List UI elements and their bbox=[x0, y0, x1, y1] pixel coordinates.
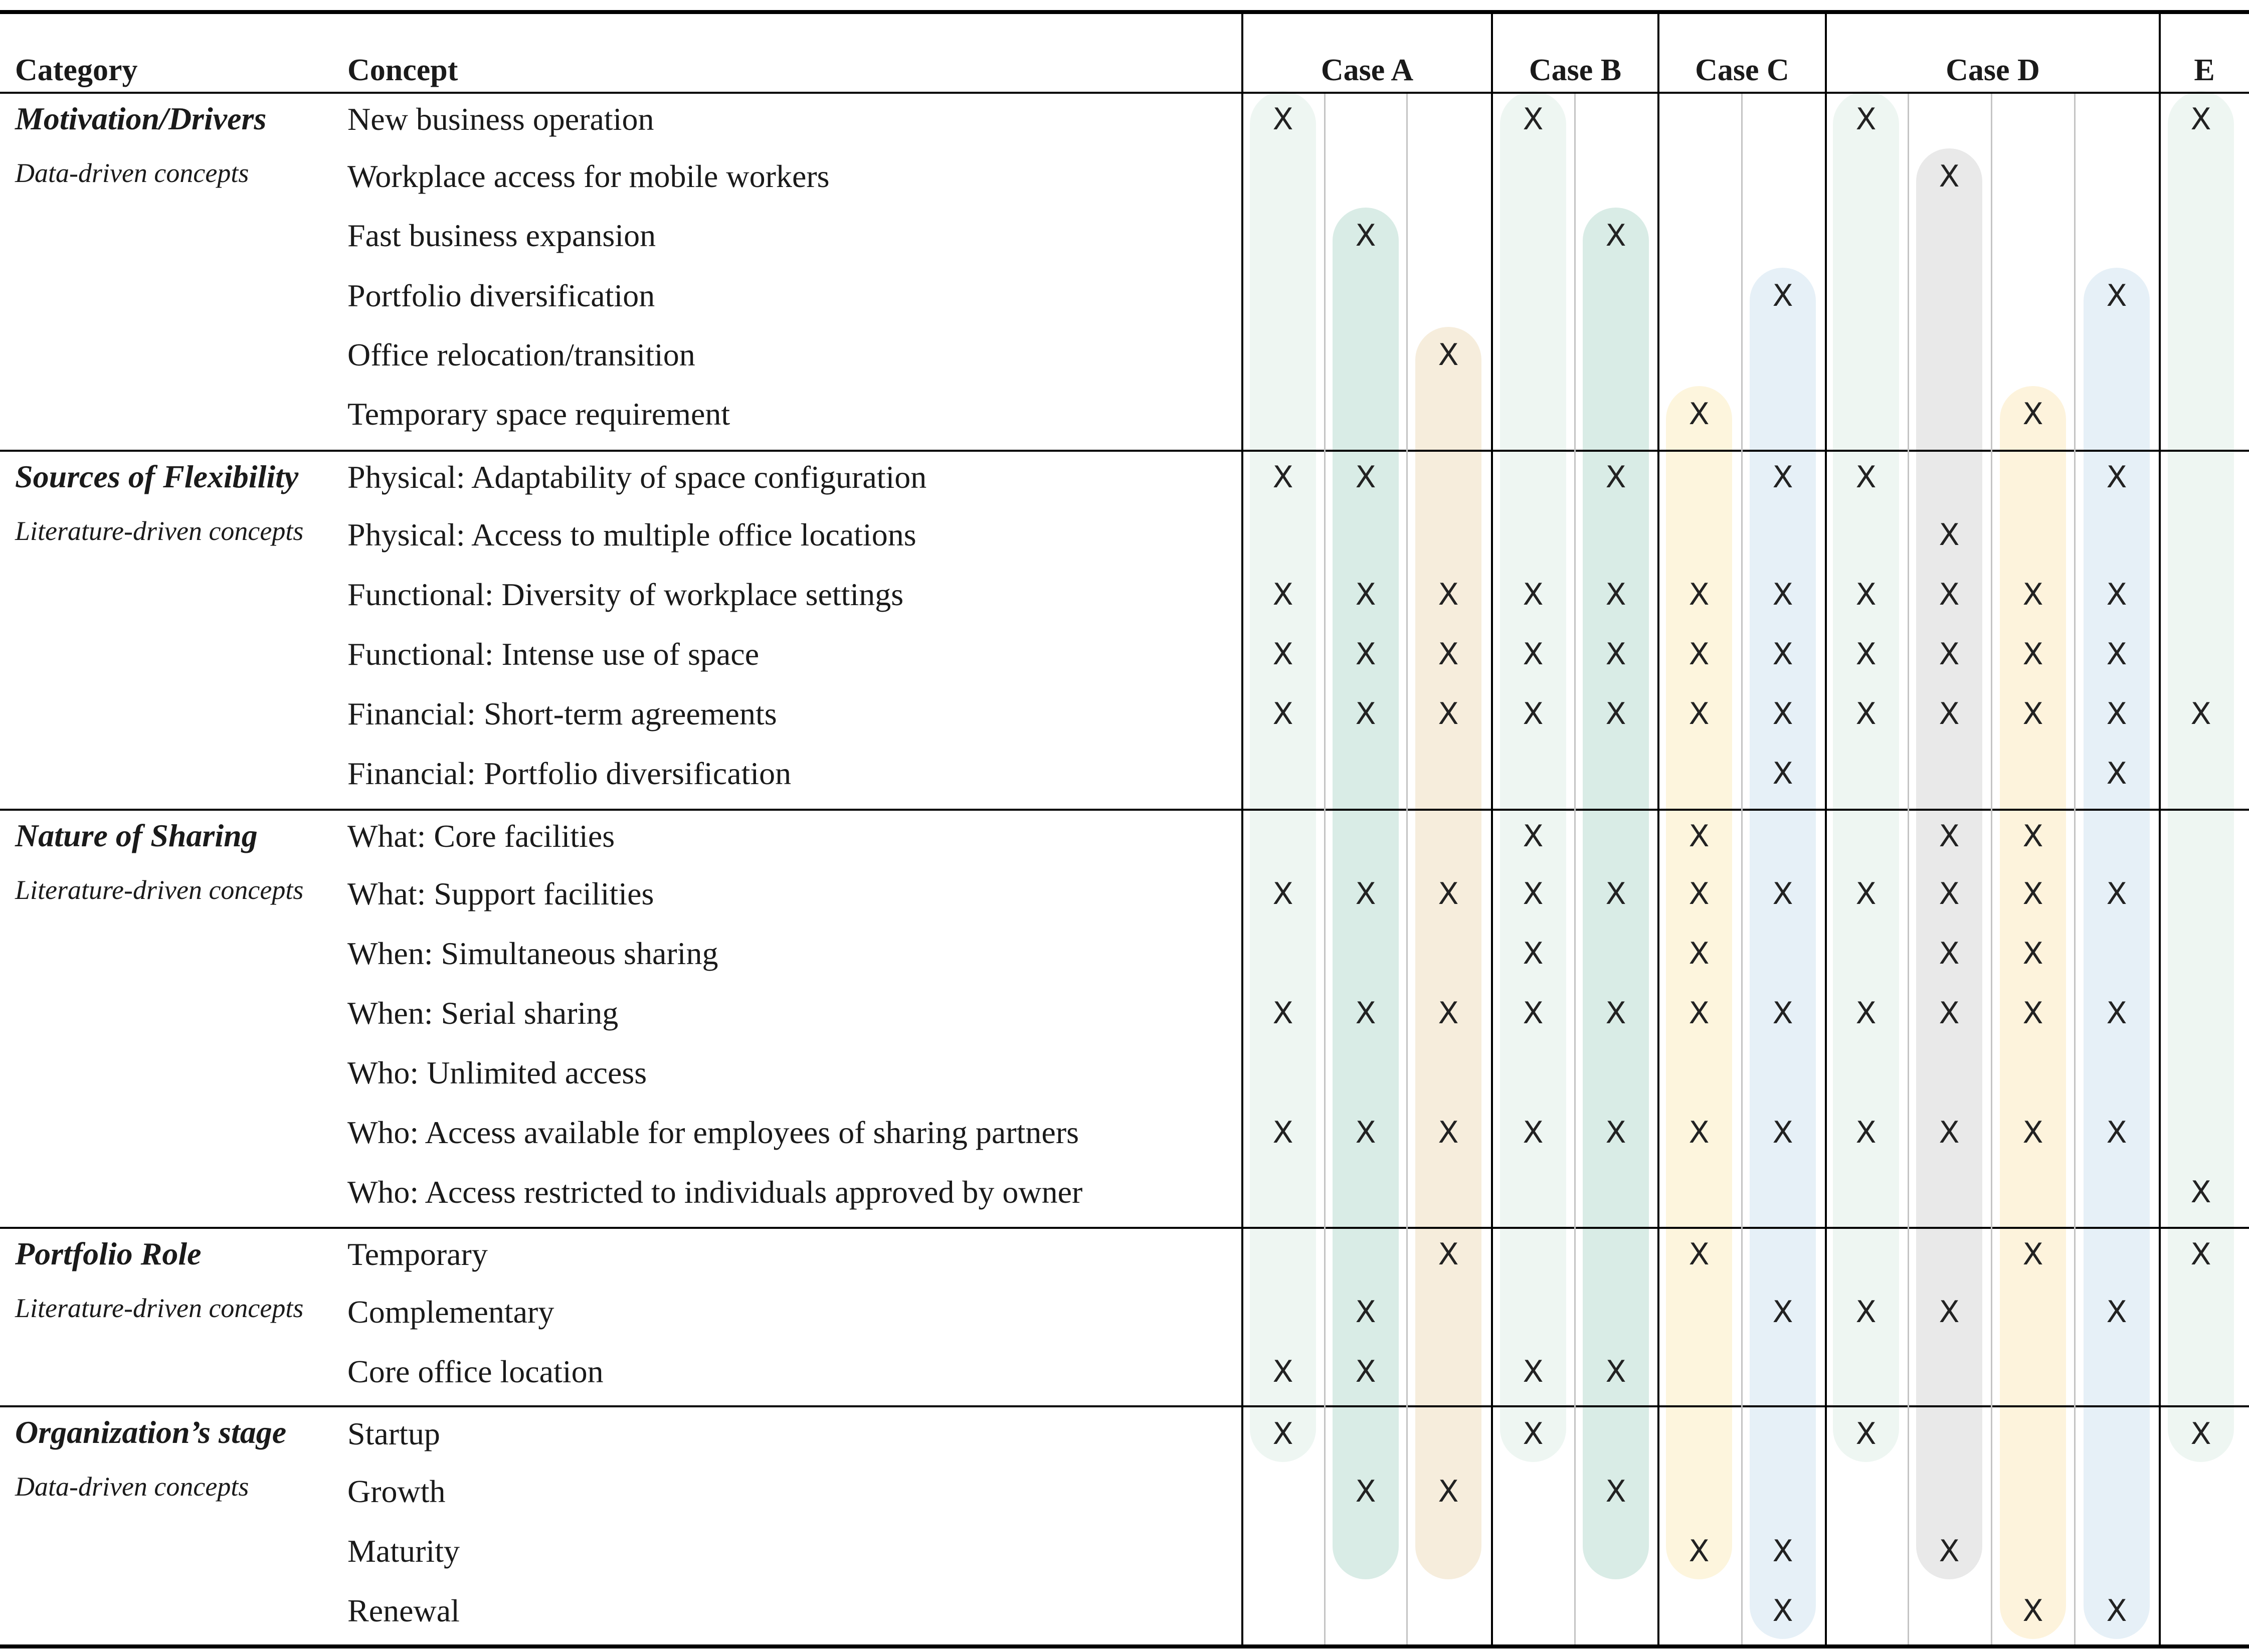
case-divider bbox=[1825, 12, 1827, 1646]
mark-x: X bbox=[1355, 1295, 1376, 1330]
mark-x: X bbox=[1689, 696, 1710, 731]
mark-x: X bbox=[1438, 577, 1459, 612]
mark-x: X bbox=[2106, 1593, 2127, 1628]
category-label: Nature of Sharing bbox=[15, 818, 258, 853]
mark-x: X bbox=[1523, 102, 1544, 137]
mark-x: X bbox=[2106, 637, 2127, 672]
header-case-b: Case B bbox=[1529, 53, 1622, 87]
mark-x: X bbox=[1438, 1474, 1459, 1509]
mark-x: X bbox=[1355, 637, 1376, 672]
mark-x: X bbox=[1605, 577, 1626, 612]
mark-x: X bbox=[1605, 637, 1626, 672]
mark-x: X bbox=[1939, 876, 1960, 911]
mark-x: X bbox=[2022, 397, 2043, 432]
mark-x: X bbox=[1855, 1416, 1877, 1451]
mark-x: X bbox=[1523, 696, 1544, 731]
column-highlight bbox=[1250, 91, 1316, 1462]
column-highlight bbox=[1833, 91, 1899, 1462]
concept-label: Renewal bbox=[347, 1593, 460, 1628]
mark-x: X bbox=[2190, 696, 2211, 731]
mark-x: X bbox=[1272, 102, 1293, 137]
concept-label: Temporary bbox=[347, 1236, 488, 1272]
mark-x: X bbox=[1939, 1534, 1960, 1569]
column-highlight bbox=[1666, 386, 1732, 1579]
mark-x: X bbox=[1523, 876, 1544, 911]
mark-x: X bbox=[1939, 517, 1960, 553]
column-highlight bbox=[1415, 327, 1481, 1579]
concept-label: What: Support facilities bbox=[347, 876, 654, 911]
mark-x: X bbox=[1855, 696, 1877, 731]
concept-label: Portfolio diversification bbox=[347, 278, 655, 313]
mark-x: X bbox=[1855, 1295, 1877, 1330]
sub-column-divider bbox=[1574, 94, 1576, 1644]
mark-x: X bbox=[1272, 696, 1293, 731]
mark-x: X bbox=[1355, 460, 1376, 495]
concept-label: What: Core facilities bbox=[347, 818, 615, 854]
mark-x: X bbox=[1772, 1593, 1793, 1628]
mark-x: X bbox=[1939, 996, 1960, 1031]
mark-x: X bbox=[1939, 819, 1960, 854]
mark-x: X bbox=[1272, 460, 1293, 495]
concept-label: New business operation bbox=[347, 101, 654, 137]
mark-x: X bbox=[1689, 637, 1710, 672]
mark-x: X bbox=[1855, 460, 1877, 495]
mark-x: X bbox=[1855, 876, 1877, 911]
mark-x: X bbox=[1855, 1115, 1877, 1150]
mark-x: X bbox=[2106, 1295, 2127, 1330]
mark-x: X bbox=[1772, 460, 1793, 495]
mark-x: X bbox=[2022, 577, 2043, 612]
concept-label: Fast business expansion bbox=[347, 218, 656, 253]
mark-x: X bbox=[1355, 1354, 1376, 1389]
header-case-e: E bbox=[2194, 53, 2215, 87]
mark-x: X bbox=[2022, 1237, 2043, 1272]
mark-x: X bbox=[1689, 577, 1710, 612]
mark-x: X bbox=[1438, 637, 1459, 672]
bottom-rule bbox=[0, 1644, 2249, 1648]
mark-x: X bbox=[1355, 1115, 1376, 1150]
mark-x: X bbox=[1438, 337, 1459, 373]
mark-x: X bbox=[1855, 637, 1877, 672]
concept-label: Office relocation/transition bbox=[347, 337, 695, 373]
section-rule-2 bbox=[0, 809, 2249, 811]
concept-label: Physical: Adaptability of space configuration bbox=[347, 459, 927, 495]
column-highlight bbox=[1916, 148, 1982, 1579]
case-divider bbox=[1491, 12, 1493, 1646]
header-rule bbox=[0, 92, 2249, 94]
concept-label: Financial: Portfolio diversification bbox=[347, 756, 792, 791]
mark-x: X bbox=[1523, 637, 1544, 672]
mark-x: X bbox=[1438, 1115, 1459, 1150]
mark-x: X bbox=[1939, 936, 1960, 971]
concept-label: Who: Access restricted to individuals approved by owner bbox=[347, 1174, 1083, 1210]
mark-x: X bbox=[1772, 637, 1793, 672]
concept-label: When: Simultaneous sharing bbox=[347, 936, 718, 971]
case-divider bbox=[2159, 12, 2161, 1646]
mark-x: X bbox=[1939, 1115, 1960, 1150]
mark-x: X bbox=[1272, 1115, 1293, 1150]
mark-x: X bbox=[1438, 696, 1459, 731]
section-rule-3 bbox=[0, 1227, 2249, 1229]
mark-x: X bbox=[1605, 460, 1626, 495]
mark-x: X bbox=[1523, 1354, 1544, 1389]
mark-x: X bbox=[2106, 876, 2127, 911]
category-subtitle: Literature-driven concepts bbox=[15, 1293, 304, 1323]
mark-x: X bbox=[1438, 876, 1459, 911]
mark-x: X bbox=[1939, 1295, 1960, 1330]
mark-x: X bbox=[1523, 1416, 1544, 1451]
mark-x: X bbox=[1772, 278, 1793, 313]
mark-x: X bbox=[2022, 996, 2043, 1031]
section-rule-1 bbox=[0, 450, 2249, 452]
header-concept: Concept bbox=[347, 53, 458, 87]
mark-x: X bbox=[2022, 819, 2043, 854]
mark-x: X bbox=[2106, 1115, 2127, 1150]
concept-label: Maturity bbox=[347, 1533, 460, 1569]
top-rule bbox=[0, 10, 2249, 14]
mark-x: X bbox=[1272, 637, 1293, 672]
header-case-d: Case D bbox=[1946, 53, 2040, 87]
mark-x: X bbox=[1605, 218, 1626, 253]
category-label: Portfolio Role bbox=[15, 1236, 202, 1271]
sub-column-divider bbox=[1908, 94, 1909, 1644]
mark-x: X bbox=[2190, 1416, 2211, 1451]
mark-x: X bbox=[1855, 996, 1877, 1031]
mark-x: X bbox=[1772, 1534, 1793, 1569]
mark-x: X bbox=[2106, 460, 2127, 495]
mark-x: X bbox=[1689, 819, 1710, 854]
mark-x: X bbox=[1355, 218, 1376, 253]
mark-x: X bbox=[1355, 876, 1376, 911]
sub-column-divider bbox=[2074, 94, 2076, 1644]
concept-label: Temporary space requirement bbox=[347, 396, 730, 432]
mark-x: X bbox=[1272, 577, 1293, 612]
mark-x: X bbox=[1605, 1115, 1626, 1150]
mark-x: X bbox=[2022, 1115, 2043, 1150]
header-category: Category bbox=[15, 53, 138, 87]
mark-x: X bbox=[1605, 696, 1626, 731]
mark-x: X bbox=[1689, 1237, 1710, 1272]
mark-x: X bbox=[1772, 1295, 1793, 1330]
mark-x: X bbox=[1855, 577, 1877, 612]
category-label: Motivation/Drivers bbox=[15, 101, 267, 136]
mark-x: X bbox=[1605, 996, 1626, 1031]
category-label: Sources of Flexibility bbox=[15, 459, 299, 494]
category-subtitle: Data-driven concepts bbox=[15, 158, 249, 188]
mark-x: X bbox=[1272, 996, 1293, 1031]
mark-x: X bbox=[1855, 102, 1877, 137]
mark-x: X bbox=[1523, 819, 1544, 854]
sub-column-divider bbox=[1406, 94, 1408, 1644]
mark-x: X bbox=[1438, 1237, 1459, 1272]
section-rule-4 bbox=[0, 1405, 2249, 1407]
mark-x: X bbox=[2022, 936, 2043, 971]
mark-x: X bbox=[1272, 876, 1293, 911]
sub-column-divider bbox=[1741, 94, 1743, 1644]
mark-x: X bbox=[1523, 936, 1544, 971]
mark-x: X bbox=[1772, 577, 1793, 612]
concept-label: Workplace access for mobile workers bbox=[347, 158, 830, 194]
mark-x: X bbox=[1605, 876, 1626, 911]
mark-x: X bbox=[2190, 1175, 2211, 1210]
concept-label: Who: Unlimited access bbox=[347, 1055, 647, 1090]
concept-label: Financial: Short-term agreements bbox=[347, 696, 777, 731]
mark-x: X bbox=[2022, 876, 2043, 911]
mark-x: X bbox=[2106, 996, 2127, 1031]
mark-x: X bbox=[1605, 1474, 1626, 1509]
mark-x: X bbox=[1772, 996, 1793, 1031]
category-subtitle: Literature-driven concepts bbox=[15, 516, 304, 546]
mark-x: X bbox=[1689, 876, 1710, 911]
concept-label: Core office location bbox=[347, 1354, 604, 1389]
header-case-a: Case A bbox=[1321, 53, 1414, 87]
mark-x: X bbox=[1523, 577, 1544, 612]
mark-x: X bbox=[2190, 102, 2211, 137]
category-subtitle: Data-driven concepts bbox=[15, 1472, 249, 1502]
mark-x: X bbox=[2022, 1593, 2043, 1628]
category-label: Organization’s stage bbox=[15, 1414, 287, 1450]
mark-x: X bbox=[1939, 696, 1960, 731]
mark-x: X bbox=[1523, 1115, 1544, 1150]
mark-x: X bbox=[1272, 1416, 1293, 1451]
mark-x: X bbox=[1689, 1115, 1710, 1150]
concept-label: When: Serial sharing bbox=[347, 995, 619, 1031]
mark-x: X bbox=[2022, 696, 2043, 731]
mark-x: X bbox=[1689, 397, 1710, 432]
mark-x: X bbox=[2022, 637, 2043, 672]
concept-label: Complementary bbox=[347, 1294, 554, 1330]
mark-x: X bbox=[2106, 278, 2127, 313]
mark-x: X bbox=[1689, 936, 1710, 971]
mark-x: X bbox=[1772, 696, 1793, 731]
mark-x: X bbox=[1355, 996, 1376, 1031]
header-case-c: Case C bbox=[1695, 53, 1789, 87]
mark-x: X bbox=[2106, 756, 2127, 791]
mark-x: X bbox=[2190, 1237, 2211, 1272]
mark-x: X bbox=[1772, 876, 1793, 911]
case-divider bbox=[1657, 12, 1659, 1646]
concept-label: Functional: Intense use of space bbox=[347, 636, 760, 672]
mark-x: X bbox=[1355, 577, 1376, 612]
concept-label: Physical: Access to multiple office locations bbox=[347, 517, 916, 553]
mark-x: X bbox=[1939, 577, 1960, 612]
mark-x: X bbox=[1689, 996, 1710, 1031]
category-subtitle: Literature-driven concepts bbox=[15, 875, 304, 905]
mark-x: X bbox=[1355, 1474, 1376, 1509]
mark-x: X bbox=[1438, 996, 1459, 1031]
concept-label: Functional: Diversity of workplace settings bbox=[347, 577, 904, 612]
concept-label: Who: Access available for employees of sharing partners bbox=[347, 1115, 1079, 1150]
sub-column-divider bbox=[1991, 94, 1992, 1644]
mark-x: X bbox=[1272, 1354, 1293, 1389]
mark-x: X bbox=[1605, 1354, 1626, 1389]
mark-x: X bbox=[1523, 996, 1544, 1031]
column-highlight bbox=[1500, 91, 1566, 1462]
mark-x: X bbox=[1939, 159, 1960, 194]
sub-column-divider bbox=[1324, 94, 1326, 1644]
mark-x: X bbox=[2106, 696, 2127, 731]
mark-x: X bbox=[2106, 577, 2127, 612]
case-divider bbox=[1241, 12, 1243, 1646]
concept-label: Growth bbox=[347, 1474, 446, 1509]
mark-x: X bbox=[1772, 756, 1793, 791]
concept-label: Startup bbox=[347, 1416, 440, 1451]
mark-x: X bbox=[1939, 637, 1960, 672]
mark-x: X bbox=[1772, 1115, 1793, 1150]
mark-x: X bbox=[1355, 696, 1376, 731]
mark-x: X bbox=[1689, 1534, 1710, 1569]
